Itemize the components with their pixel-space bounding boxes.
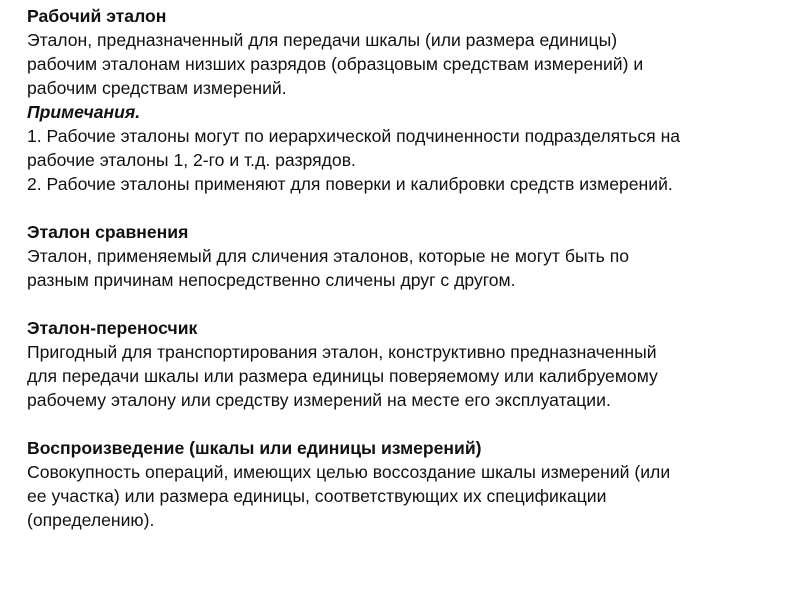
definition-line: (определению). [27,510,155,530]
definition-line: ее участка) или размера единицы, соответствующих их спецификации [27,486,607,506]
term-title: Воспроизведение (шкалы или единицы измерений) [27,438,482,458]
definition-line: Пригодный для транспортирования эталон, конструктивно предназначенный [27,342,657,362]
definition-line: Эталон, применяемый для сличения эталонов, которые не могут быть по [27,246,630,266]
definition-line: рабочему эталону или средству измерений на месте его эксплуатации. [27,390,611,410]
section-comparison-standard [27,220,787,292]
term-title: Рабочий эталон [27,6,167,26]
definition-line: Совокупность операций, имеющих целью воссоздание шкалы измерений (или [27,462,671,482]
section-transfer-standard [27,316,787,412]
section-working-standard [27,4,787,196]
definition-line: рабочим эталонам низших разрядов (образцовым средствам измерений) и [27,54,644,74]
glossary-slide [27,4,787,532]
definition-line: разным причинам непосредственно сличены друг с другом. [27,270,516,290]
term-title: Эталон-переносчик [27,318,198,338]
term-title: Эталон сравнения [27,222,189,242]
note-line: рабочие эталоны 1, 2-го и т.д. разрядов. [27,150,356,170]
note-line: 1. Рабочие эталоны могут по иерархической подчиненности подразделяться на [27,126,681,146]
notes-heading: Примечания. [27,102,141,122]
definition-line: Эталон, предназначенный для передачи шкалы (или размера единицы) [27,30,618,50]
section-reproduction [27,436,787,532]
definition-line: для передачи шкалы или размера единицы поверяемому или калибруемому [27,366,658,386]
definition-line: рабочим средствам измерений. [27,78,287,98]
note-line: 2. Рабочие эталоны применяют для поверки и калибровки средств измерений. [27,174,673,194]
